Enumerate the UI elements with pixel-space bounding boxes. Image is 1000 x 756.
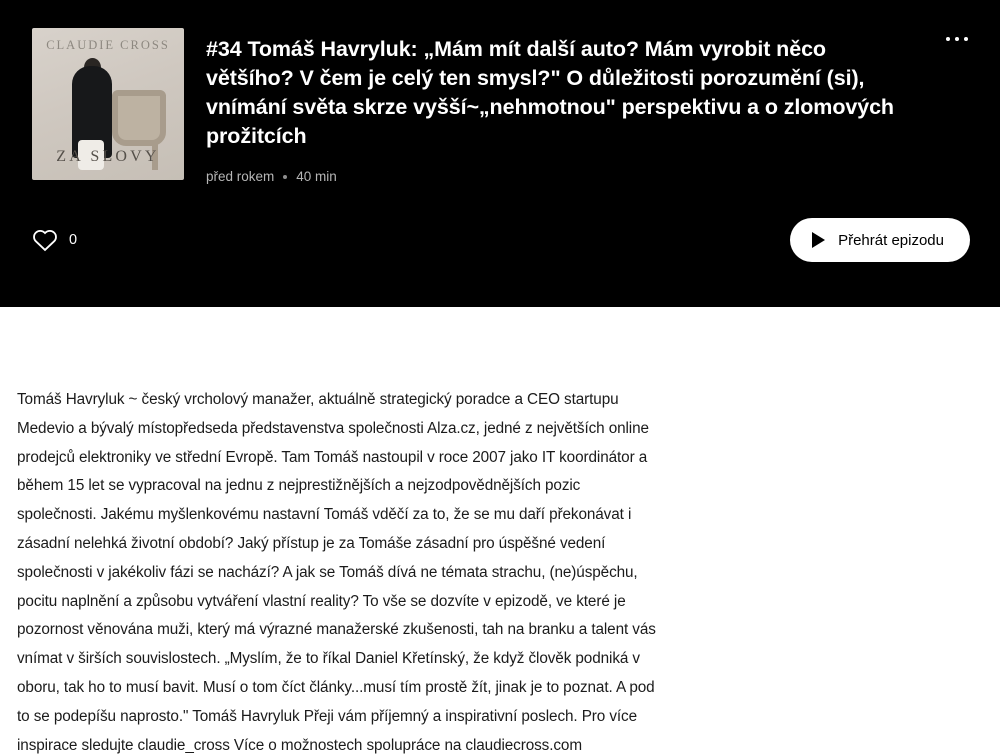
hero-text-block <box>206 28 968 184</box>
cover-bottom-text: ZA SLOVY <box>56 148 160 165</box>
play-episode-label: Přehrát epizodu <box>838 231 944 249</box>
separator-dot-icon <box>283 175 287 179</box>
published-date: před rokem <box>206 169 275 184</box>
like-count: 0 <box>69 232 78 248</box>
play-episode-button[interactable] <box>790 218 970 262</box>
cover-brand-text: CLAUDIE CROSS <box>46 38 170 52</box>
hero-action-row <box>32 218 970 262</box>
episode-cover-art <box>32 28 184 180</box>
hero-header <box>32 28 968 184</box>
dot-1 <box>946 37 951 42</box>
play-icon <box>812 232 825 248</box>
dot-3 <box>964 37 969 42</box>
episode-hero <box>0 0 1000 307</box>
episode-description: Tomáš Havryluk ~ český vrcholový manažer, aktuálně strategický poradce a CEO startupu Medevio a bývalý místopředseda představenstva společnosti Alza.cz, jedné z největších online prodejců elektroniky ve střední Evropě. Tam Tomáš nastoupil v roce 2007 jako IT koordinátor a během 15 let se vypracoval na jednu z nejprestižnějších a nejzodpovědnějších pozic společnosti. Jakému myšlenkovému nastavní Tomáš vděčí za to, že se mu daří překonávat i zásadní nelehká životní období? Jaký přístup je za Tomáše zásadní pro úspěšné vedení společnosti v jakékoliv fázi se nachází? A jak se Tomáš dívá ne témata strachu, (ne)úspěchu, pocitu naplnění a způsobu vytváření vlastní reality? To vše se dozvíte v epizodě, ve které je pozornost věnována muži, který má výrazné manažerské zkušenosti, tah na branku a talent vás vnímat v širších souvislostech. „Myslím, že to říkal Daniel Křetínský, že když člověk podniká v oboru, tak ho to musí bavit. Musí o tom číct články...musí tím prostě žít, jinak je to poznat. A pod to se podepíšu naprosto." Tomáš Havryluk Přeji vám příjemný a inspirativní poslech. Pro více inspirace sledujte claudie_cross Více o možnostech spolupráce na claudiecross.com <box>17 391 656 754</box>
heart-icon <box>32 228 58 252</box>
more-options-icon[interactable] <box>940 26 974 52</box>
cover-chair-icon <box>112 90 166 146</box>
dot-2 <box>955 37 960 42</box>
episode-duration: 40 min <box>296 169 337 184</box>
page-title: #34 Tomáš Havryluk: „Mám mít další auto? Mám vyrobit něco většího? V čem je celý ten smysl?" O důležitosti porozumění (si), vnímání světa skrze vyšší~„nehmotnou" perspektivu a o zlomových prožitcích <box>206 37 894 148</box>
episode-meta <box>206 169 908 184</box>
like-button[interactable] <box>32 228 77 252</box>
